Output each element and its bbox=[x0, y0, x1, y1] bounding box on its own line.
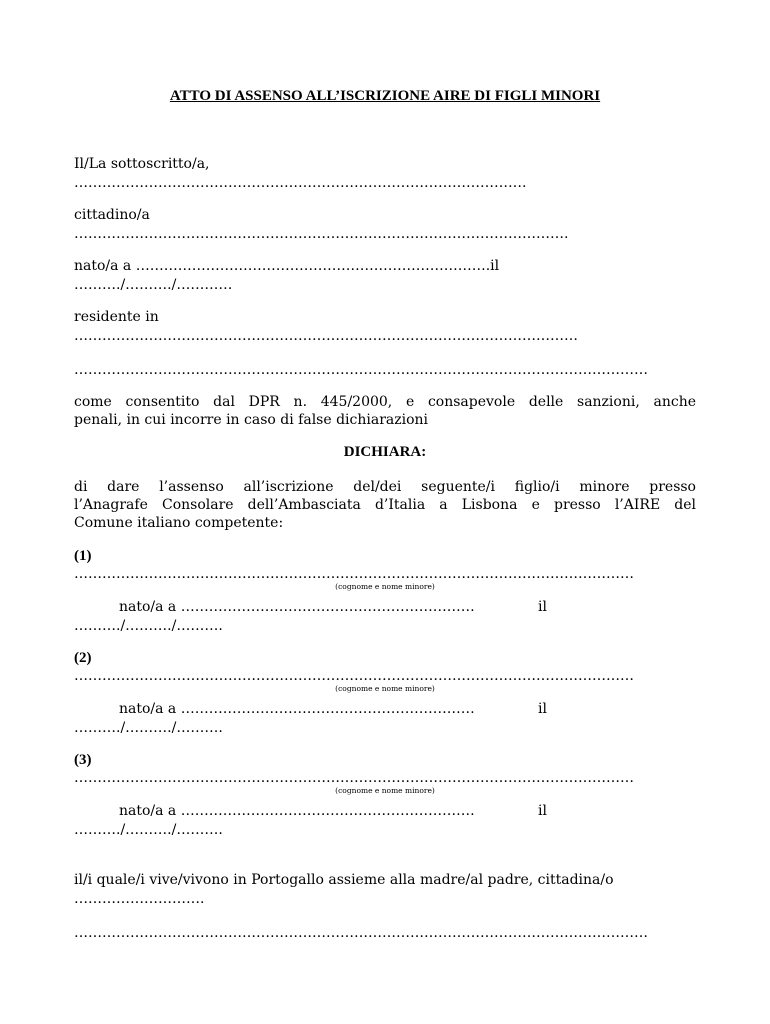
child-name-field-3[interactable]: ………………………………………………………………………………………………………… bbox=[74, 770, 634, 786]
child-caption-1: (cognome e nome minore) bbox=[335, 582, 435, 591]
declarant-name-label: Il/La sottoscritto/a, bbox=[74, 156, 210, 172]
child-birthplace-field-1[interactable]: nato/a a ……………………………………………………… bbox=[119, 599, 475, 615]
birthdate-field[interactable]: ………./………./………… bbox=[74, 277, 233, 293]
child-caption-3: (cognome e nome minore) bbox=[335, 786, 435, 795]
child-il-label-1: il bbox=[538, 599, 547, 615]
citizenship-label: cittadino/a bbox=[74, 207, 150, 223]
parent-citizenship-field[interactable]: ………………………. bbox=[74, 891, 205, 907]
child-birthdate-field-1[interactable]: ………./………./………. bbox=[74, 618, 223, 634]
child-name-field-1[interactable]: ………………………………………………………………………………………………………… bbox=[74, 566, 634, 582]
child-number-1: (1) bbox=[74, 548, 92, 564]
child-number-2: (2) bbox=[74, 650, 92, 666]
birthplace-field[interactable]: nato/a a ………………………………………………………………….il bbox=[74, 258, 500, 274]
parent-residence-text: il/i quale/i vive/vivono in Portogallo assieme alla madre/al padre, cittadina/o bbox=[74, 872, 614, 888]
citizenship-field[interactable]: ……………………………………………………………………………………………. bbox=[74, 226, 569, 242]
child-birthplace-field-2[interactable]: nato/a a ……………………………………………………… bbox=[119, 701, 475, 717]
residence-field[interactable]: ……………………………………………………………………………………………… bbox=[74, 328, 578, 344]
assent-text-line-1: di dare l’assenso all’iscrizione del/dei seguente/i figlio/i minore presso bbox=[74, 479, 696, 495]
assent-text-line-3: Comune italiano competente: bbox=[74, 515, 284, 531]
child-caption-2: (cognome e nome minore) bbox=[335, 684, 435, 693]
child-number-3: (3) bbox=[74, 752, 92, 768]
consent-text-line-2: penali, in cui incorre in caso di false dichiarazioni bbox=[74, 412, 429, 428]
declarant-name-field[interactable]: ……………………………………………………………………………………. bbox=[74, 175, 527, 191]
child-birthplace-field-3[interactable]: nato/a a ……………………………………………………… bbox=[119, 803, 475, 819]
parent-extra-field[interactable]: …………………………………………………………………………………………………………… bbox=[74, 925, 648, 941]
child-name-field-2[interactable]: ………………………………………………………………………………………………………… bbox=[74, 668, 634, 684]
document-title: ATTO DI ASSENSO ALL’ISCRIZIONE AIRE DI FIGLI MINORI bbox=[169, 88, 601, 104]
consent-text-line-1: come consentito dal DPR n. 445/2000, e consapevole delle sanzioni, anche bbox=[74, 394, 696, 410]
child-birthdate-field-3[interactable]: ………./………./………. bbox=[74, 822, 223, 838]
assent-text-line-2: l’Anagrafe Consolare dell’Ambasciata d’Italia a Lisbona e presso l’AIRE del bbox=[74, 497, 696, 513]
residence-label: residente in bbox=[74, 309, 159, 325]
residence-extra-field[interactable]: …………………………………………………………………………………………………………… bbox=[74, 362, 648, 378]
child-birthdate-field-2[interactable]: ………./………./………. bbox=[74, 720, 223, 736]
child-il-label-3: il bbox=[538, 803, 547, 819]
child-il-label-2: il bbox=[538, 701, 547, 717]
declares-heading: DICHIARA: bbox=[343, 444, 427, 460]
